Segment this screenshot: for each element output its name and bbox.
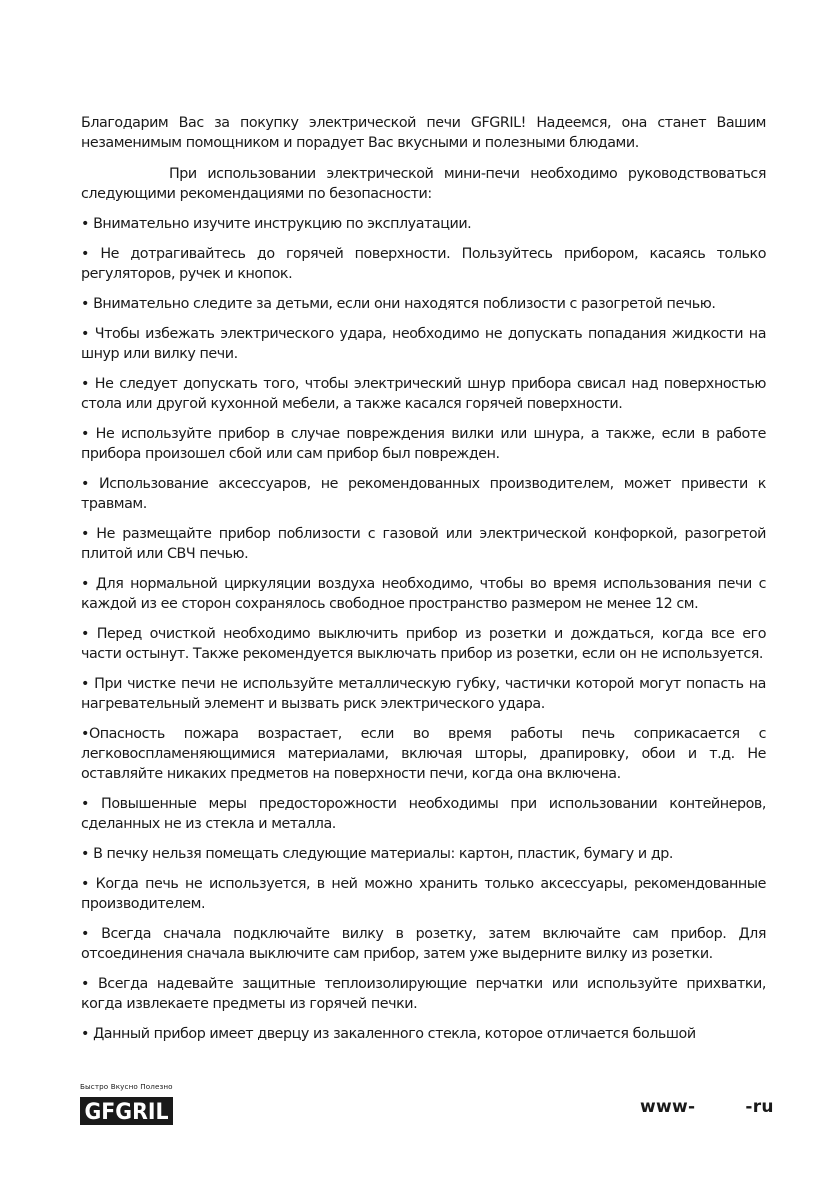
list-item: • Перед очисткой необходимо выключить прибор из розетки и дождаться, когда все его части остынут. Также рекомендуется выключать прибор из розетки, если он не используется.	[81, 626, 766, 662]
list-item: • Внимательно следите за детьми, если они находятся поблизости с разогретой печью.	[81, 296, 716, 312]
footer-brand	[80, 1082, 173, 1125]
website-suffix: -ru	[745, 1097, 774, 1117]
list-item: • Повышенные меры предосторожности необходимы при использовании контейнеров, сделанных не из стекла и металла.	[81, 796, 766, 832]
list-item: • Всегда надевайте защитные теплоизолирующие перчатки или используйте прихватки, когда извлекаете предметы из горячей печки.	[81, 976, 766, 1012]
list-item: • Не дотрагивайтесь до горячей поверхности. Пользуйтесь прибором, касаясь только регуляторов, ручек и кнопок.	[81, 246, 766, 282]
gfgril-logo	[80, 1097, 173, 1125]
list-item: • Не используйте прибор в случае повреждения вилки или шнура, а также, если в работе прибора произошел сбой или сам прибор был поврежден.	[81, 426, 766, 462]
website-label	[640, 1097, 774, 1117]
list-item: • В печку нельзя помещать следующие материалы: картон, пластик, бумагу и др.	[81, 846, 673, 862]
list-item: • Не следует допускать того, чтобы электрический шнур прибора свисал над поверхностью стола или другой кухонной мебели, а также касался горячей поверхности.	[81, 376, 766, 412]
list-item: • Чтобы избежать электрического удара, необходимо не допускать попадания жидкости на шнур или вилку печи.	[81, 326, 766, 362]
safety-list	[81, 214, 766, 1044]
brand-slogan: Быстро Вкусно Полезно	[80, 1082, 173, 1091]
list-item: • Внимательно изучите инструкцию по эксплуатации.	[81, 216, 472, 232]
list-item: • При чистке печи не используйте металлическую губку, частички которой могут попасть на нагревательный элемент и вызвать риск электрического удара.	[81, 676, 766, 712]
list-item: • Всегда сначала подключайте вилку в розетку, затем включайте сам прибор. Для отсоединения сначала выключите сам прибор, затем уже выдерните вилку из розетки.	[81, 926, 766, 962]
list-item: • Не размещайте прибор поблизости с газовой или электрической конфоркой, разогретой плитой или СВЧ печью.	[81, 526, 766, 562]
document-body	[81, 113, 766, 1054]
list-item: •Опасность пожара возрастает, если во время работы печь соприкасается с легковоспламеняющимися материалами, включая шторы, драпировку, обои и т.д. Не оставляйте никаких предметов на поверхности печи, когда она включена.	[81, 726, 766, 782]
intro-paragraph: Благодарим Вас за покупку электрической печи GFGRIL! Надеемся, она станет Вашим незаменимым помощником и порадует Вас вкусными и полезными блюдами.	[81, 115, 766, 151]
list-item: • Данный прибор имеет дверцу из закаленного стекла, которое отличается большой	[81, 1026, 696, 1042]
website-prefix: www-	[640, 1097, 696, 1117]
list-item: • Когда печь не используется, в ней можно хранить только аксессуары, рекомендованные производителем.	[81, 876, 766, 912]
logo-text: GFGRIL	[84, 1100, 169, 1125]
list-item: • Использование аксессуаров, не рекомендованных производителем, может привести к травмам.	[81, 476, 766, 512]
safety-intro-paragraph: При использовании электрической мини-печи необходимо руководствоваться следующими рекомендациями по безопасности:	[81, 166, 766, 202]
list-item: • Для нормальной циркуляции воздуха необходимо, чтобы во время использования печи с каждой из ее сторон сохранялось свободное пространство размером не менее 12 см.	[81, 576, 766, 612]
